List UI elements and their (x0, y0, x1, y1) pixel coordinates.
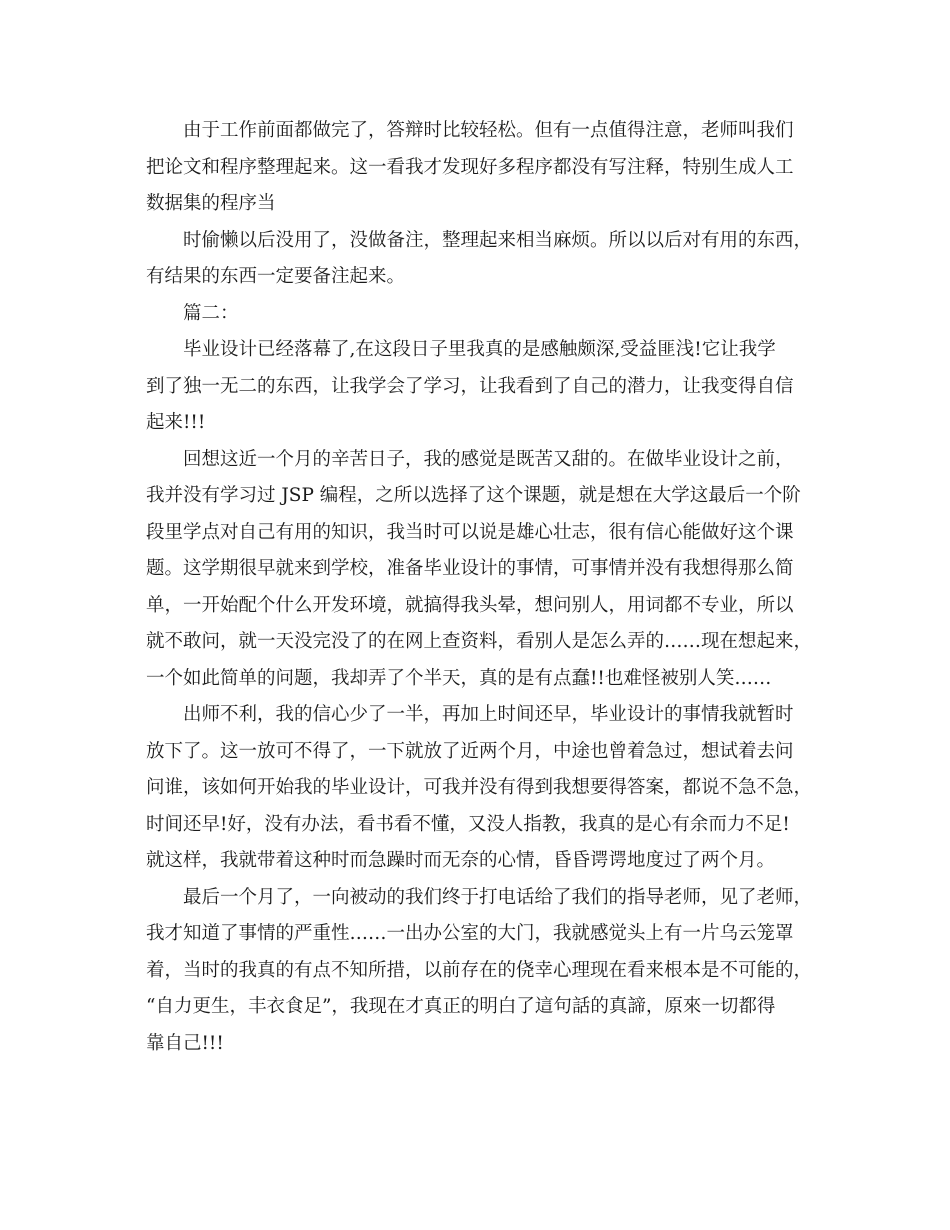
document-body (146, 113, 813, 1062)
text-line: 单，一开始配个什么开发环境，就搞得我头晕，想问别人，用词都不专业，所以 (146, 594, 794, 616)
text-line: 回想这近一个月的辛苦日子，我的感觉是既苦又甜的。在做毕业设计之前， (183, 448, 794, 470)
text-line: 放下了。这一放可不得了，一下就放了近两个月，中途也曾着急过，想试着去问 (146, 740, 794, 762)
text-line: 到了独一无二的东西，让我学会了学习，让我看到了自己的潜力，让我变得自信 (146, 375, 794, 397)
section-heading: 篇二： (183, 302, 239, 324)
text-line: 最后一个月了，一向被动的我们终于打电话给了我们的指导老师，见了老师， (183, 886, 813, 908)
text-line: 我才知道了事情的严重性……一出办公室的大门，我就感觉头上有一片乌云笼罩 (146, 923, 794, 944)
text-line: 段里学点对自己有用的知识，我当时可以说是雄心壮志，很有信心能做好这个课 (146, 521, 794, 543)
text-line: 靠自己!!! (146, 1032, 224, 1054)
text-line: 由于工作前面都做完了，答辩时比较轻松。但有一点值得注意，老师叫我们 (183, 120, 794, 141)
text-line: 就不敢问，就一天没完没了的在网上查资料，看别人是怎么弄的……现在想起来， (146, 631, 813, 652)
text-line: 我并没有学习过 JSP 编程，之所以选择了这个课题，就是想在大学这最后一个阶 (146, 485, 801, 506)
text-line: 时偷懒以后没用了，没做备注，整理起来相当麻烦。所以以后对有用的东西， (183, 229, 813, 251)
text-line: 数据集的程序当 (146, 193, 276, 214)
text-line: 问谁，该如何开始我的毕业设计，可我并没有得到我想要得答案，都说不急不急， (146, 777, 813, 798)
text-line: 把论文和程序整理起来。这一看我才发现好多程序都没有写注释，特别生成人工 (146, 156, 794, 178)
text-line: “自力更生，丰衣食足”，我现在才真正的明白了這句話的真諦，原來一切都得 (146, 996, 776, 1017)
text-line: 着，当时的我真的有点不知所措，以前存在的侥幸心理现在看来根本是不可能的， (146, 959, 813, 981)
text-line: 时间还早!好，没有办法，看书看不懂，又没人指教，我真的是心有余而力不足! (146, 813, 790, 835)
text-line: 起来!!! (146, 412, 206, 433)
text-line: 毕业设计已经落幕了,在这段日子里我真的是感触颇深,受益匪浅!它让我学 (183, 339, 776, 360)
text-line: 就这样，我就带着这种时而急躁时而无奈的心情，昏昏谔谔地度过了两个月。 (146, 850, 776, 871)
text-line: 有结果的东西一定要备注起来。 (146, 266, 406, 287)
text-line: 一个如此简单的问题，我却弄了个半天，真的是有点蠢!!也难怪被别人笑…… (146, 667, 772, 689)
text-line: 题。这学期很早就来到学校，准备毕业设计的事情，可事情并没有我想得那么简 (146, 558, 794, 579)
text-line: 出师不利，我的信心少了一半，再加上时间还早，毕业设计的事情我就暂时 (183, 704, 794, 725)
